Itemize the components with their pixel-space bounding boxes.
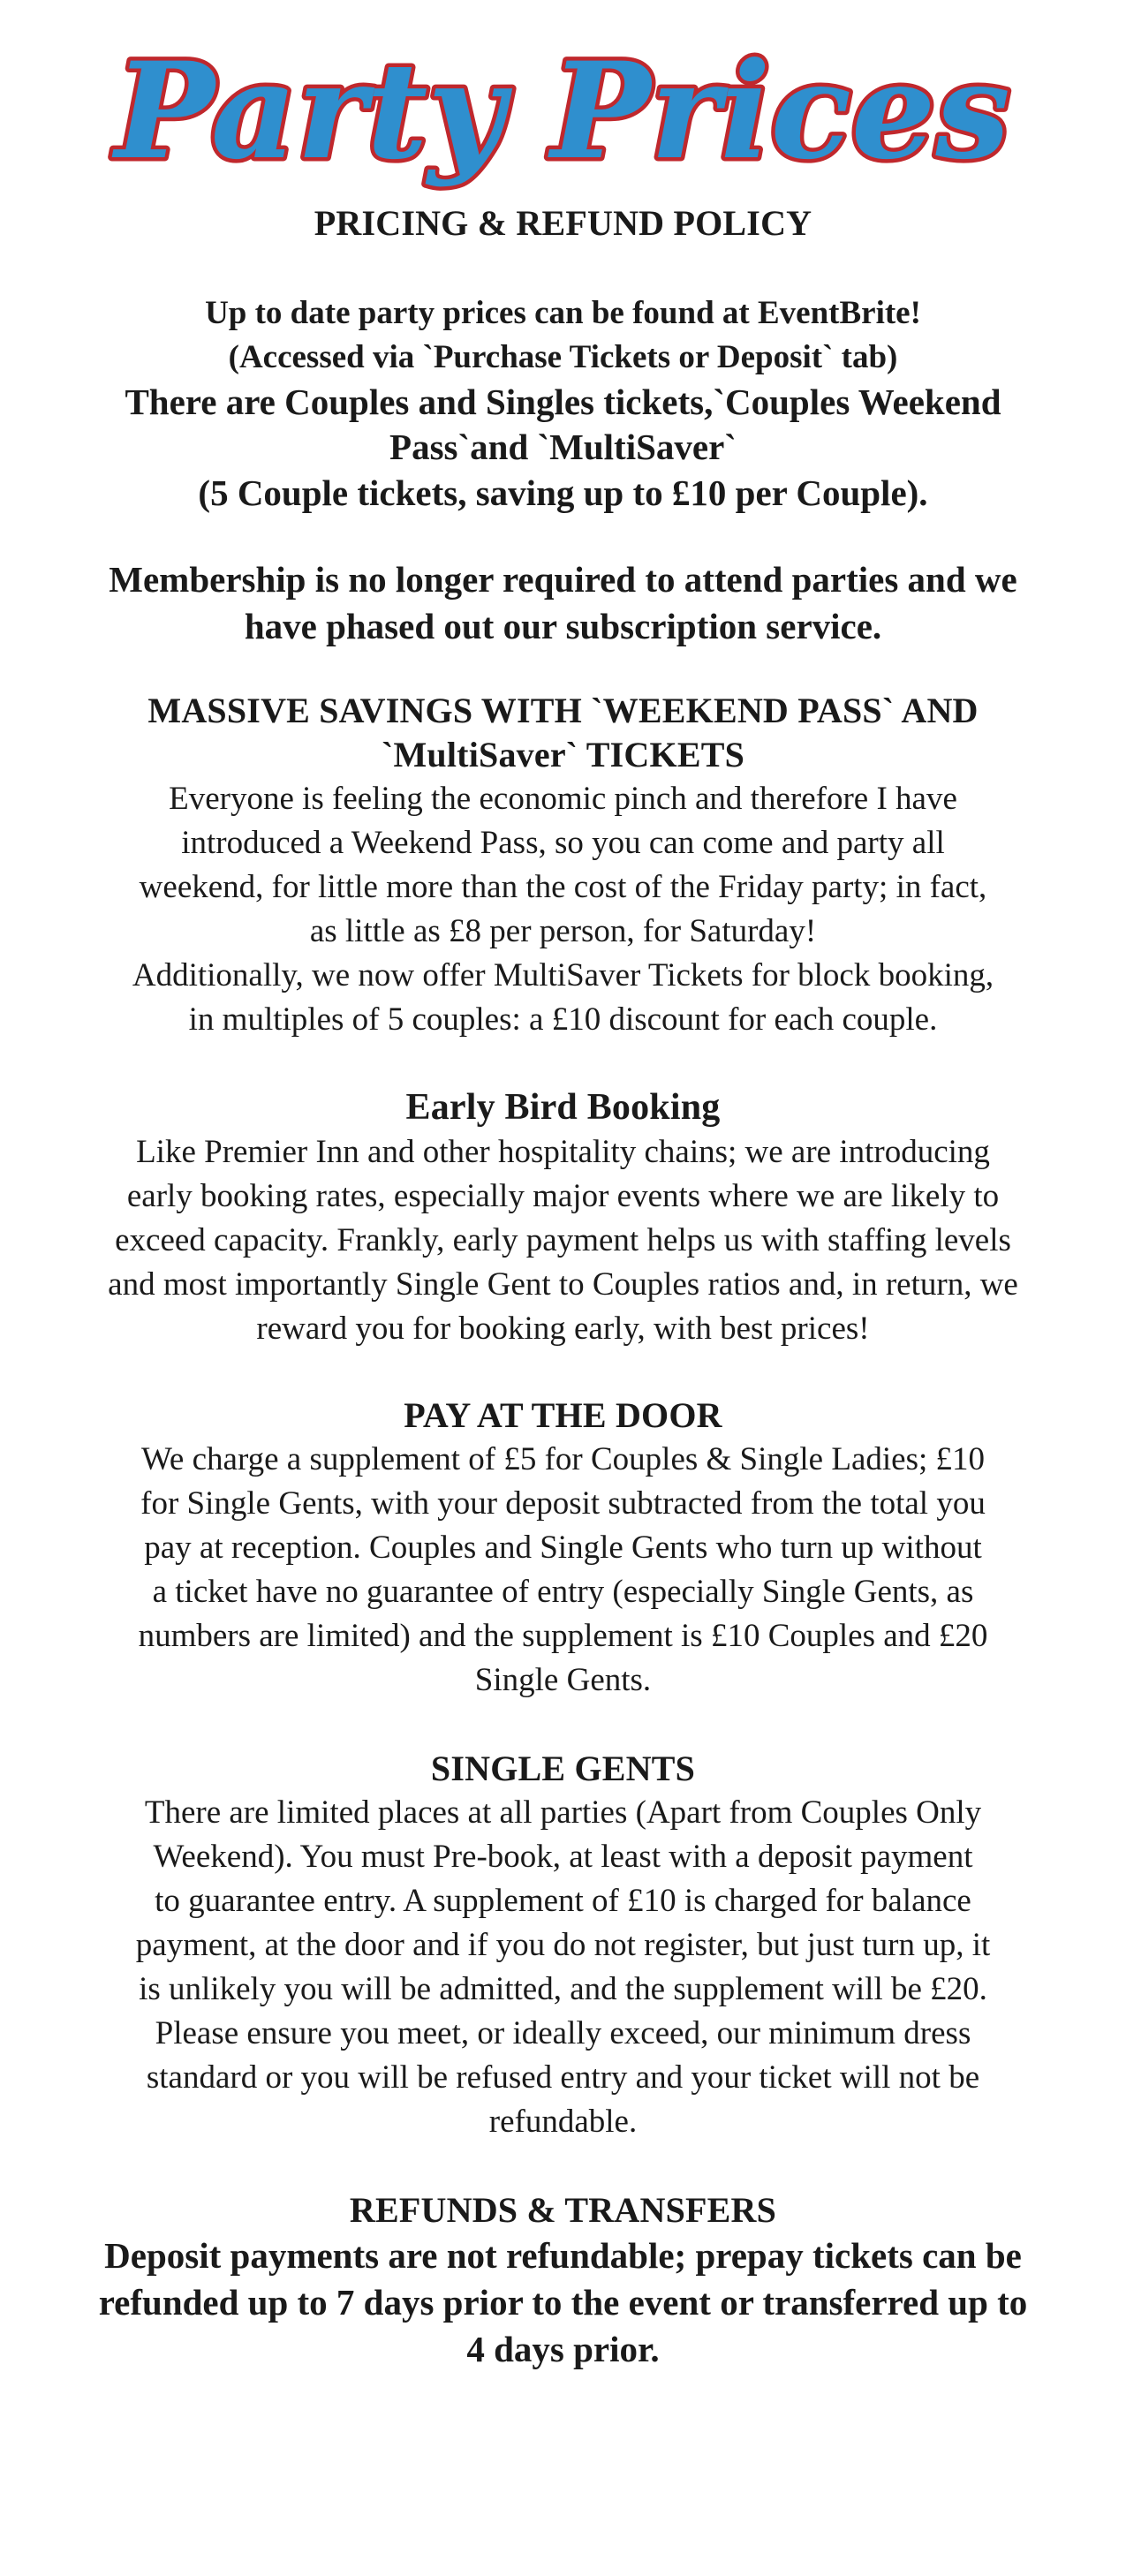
logo-title: Party Prices [115, 34, 1010, 189]
early-bird-line: exceed capacity. Frankly, early payment helps us with staffing levels [115, 1222, 1011, 1258]
refunds-section [35, 2188, 1091, 2373]
savings-line: Everyone is feeling the economic pinch and therefore I have [169, 781, 957, 817]
pay-at-door-line: We charge a supplement of £5 for Couples & Single Ladies; £10 [140, 1441, 986, 1477]
pay-at-door-line: a ticket have no guarantee of entry (especially Single Gents, as [152, 1574, 974, 1610]
single-gents-line: to guarantee entry. A supplement of £10 is charged for balance [155, 1883, 971, 1919]
early-bird-text [35, 1130, 1091, 1351]
single-gents-line: There are limited places at all parties (Apart from Couples Only [144, 1794, 982, 1831]
policy-title-text: PRICING & REFUND POLICY [314, 203, 812, 243]
eventbrite-line: (5 Couple tickets, saving up to £10 per Couple). [198, 472, 928, 513]
refunds-heading [35, 2188, 1091, 2232]
pay-at-door-text [35, 1438, 1091, 1703]
single-gents-line: is unlikely you will be admitted, and the supplement will be £20. [139, 1971, 987, 2007]
savings-heading-line: MASSIVE SAVINGS WITH `WEEKEND PASS` AND [147, 691, 979, 730]
eventbrite-line: Up to date party prices can be found at EventBrite! [205, 295, 921, 331]
early-bird-line: and most importantly Single Gent to Couples ratios and, in return, we [108, 1266, 1018, 1303]
pay-at-door-heading-text: PAY AT THE DOOR [404, 1395, 722, 1435]
party-prices-logo [0, 16, 1126, 201]
early-bird-heading [35, 1084, 1091, 1130]
savings-heading [35, 689, 1091, 777]
savings-line: in multiples of 5 couples: a £10 discount for each couple. [188, 1001, 938, 1038]
single-gents-line: Weekend). You must Pre-book, at least with a deposit payment [153, 1839, 973, 1875]
pay-at-door-line: pay at reception. Couples and Single Gents who turn up without [144, 1530, 982, 1566]
single-gents-line: refundable. [488, 2104, 638, 2140]
eventbrite-info [35, 291, 1091, 516]
pay-at-door-heading [35, 1394, 1091, 1438]
single-gents-line: standard or you will be refused entry and your ticket will not be [146, 2059, 980, 2096]
single-gents-heading-text: SINGLE GENTS [430, 1749, 696, 1788]
single-gents-heading [35, 1747, 1091, 1791]
single-gents-section [35, 1747, 1091, 2144]
eventbrite-line: (Accessed via `Purchase Tickets or Deposit` tab) [228, 339, 898, 375]
single-gents-line: Please ensure you meet, or ideally exceed, our minimum dress [155, 2015, 971, 2051]
policy-title [35, 201, 1091, 246]
refunds-line: Deposit payments are not refundable; prepay tickets can be [104, 2235, 1022, 2276]
membership-notice [35, 556, 1091, 650]
refunds-line: refunded up to 7 days prior to the event or transferred up to [98, 2282, 1028, 2323]
eventbrite-line: There are Couples and Singles tickets,`Couples Weekend [125, 381, 1001, 422]
eventbrite-line: Pass`and `MultiSaver` [389, 427, 737, 467]
single-gents-text [35, 1791, 1091, 2144]
refunds-text [35, 2232, 1091, 2373]
savings-section [35, 689, 1091, 1042]
early-bird-heading-text: Early Bird Booking [405, 1087, 721, 1128]
pay-at-door-section [35, 1394, 1091, 1703]
single-gents-line: payment, at the door and if you do not register, but just turn up, it [135, 1927, 991, 1963]
early-bird-section [35, 1084, 1091, 1351]
early-bird-line: Like Premier Inn and other hospitality chains; we are introducing [136, 1134, 990, 1170]
pay-at-door-line: numbers are limited) and the supplement is £10 Couples and £20 [138, 1618, 988, 1654]
logo-graphic [0, 16, 1126, 201]
pay-at-door-line: for Single Gents, with your deposit subtracted from the total you [140, 1485, 986, 1522]
savings-line: Additionally, we now offer MultiSaver Tickets for block booking, [132, 957, 994, 993]
pay-at-door-line: Single Gents. [474, 1662, 652, 1698]
savings-heading-line: `MultiSaver` TICKETS [381, 735, 745, 774]
savings-line: as little as £8 per person, for Saturday! [309, 913, 817, 949]
refunds-line: 4 days prior. [466, 2329, 660, 2369]
membership-line: have phased out our subscription service. [244, 606, 882, 646]
savings-line: weekend, for little more than the cost of the Friday party; in fact, [139, 869, 987, 905]
early-bird-line: early booking rates, especially major events where we are likely to [126, 1178, 1000, 1214]
membership-line: Membership is no longer required to attend parties and we [109, 559, 1017, 600]
early-bird-line: reward you for booking early, with best prices! [256, 1311, 870, 1347]
savings-line: introduced a Weekend Pass, so you can come and party all [181, 825, 945, 861]
savings-text [35, 777, 1091, 1042]
refunds-heading-text: REFUNDS & TRANSFERS [349, 2190, 777, 2230]
